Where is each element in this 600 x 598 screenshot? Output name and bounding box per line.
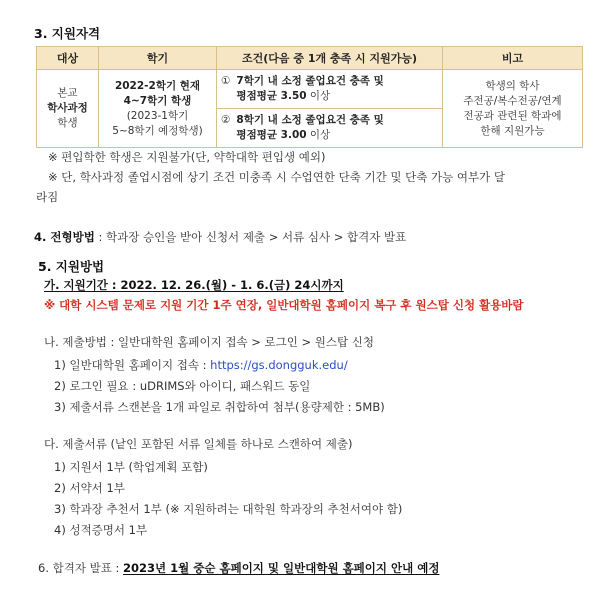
cell-remarks: 학생의 학사 주전공/복수전공/연계 전공과 관련된 학과에 한해 지원가능 bbox=[443, 70, 583, 148]
condition-number: ① bbox=[221, 75, 231, 87]
eligibility-table bbox=[36, 46, 583, 148]
submit-item-3: 3) 제출서류 스캔본을 1개 파일로 취합하여 첨부(용량제한 : 5MB) bbox=[54, 400, 385, 414]
document-item: 3) 학과장 추천서 1부 (※ 지원하려는 대학원 학과장의 추천서여야 함) bbox=[54, 502, 403, 516]
warning-notice: ※ 대학 시스템 문제로 지원 기간 1주 연장, 일반대학원 홈페이지 복구 후 원스탑 신청 활용바람 bbox=[44, 298, 524, 312]
cell-condition-2: ② 8학기 내 소정 졸업요건 충족 및 평점평균 3.00 이상 bbox=[217, 109, 443, 148]
document-item: 1) 지원서 1부 (학업계획 포함) bbox=[54, 460, 208, 474]
note-transfer: ※ 편입학한 학생은 지원불가(단, 약학대학 편입생 예외) bbox=[48, 150, 326, 164]
header-target: 대상 bbox=[37, 47, 99, 70]
section-3-title: 3. 지원자격 bbox=[34, 26, 101, 41]
section-6-value: 2023년 1월 중순 홈페이지 및 일반대학원 홈페이지 안내 예정 bbox=[123, 561, 440, 575]
section-6-label: 6. 합격자 발표 : bbox=[38, 561, 124, 575]
cell-condition-1: ① 7학기 내 소정 졸업요건 충족 및 평점평균 3.50 이상 bbox=[217, 70, 443, 109]
header-semester: 학기 bbox=[99, 47, 217, 70]
cell-target: 본교 학사과정 학생 bbox=[37, 70, 99, 148]
section-4-label: 4. 전형방법 bbox=[34, 230, 95, 244]
table-row bbox=[37, 70, 583, 109]
section-4-text: : 학과장 승인을 받아 신청서 제출 > 서류 심사 > 합격자 발표 bbox=[94, 230, 407, 244]
period-label: 가. 지원기간 : bbox=[44, 278, 121, 292]
table-header-row bbox=[37, 47, 583, 70]
period-value: 2022. 12. 26.(월) - 1. 6.(금) 24시까지 bbox=[120, 278, 344, 292]
document-item: 2) 서약서 1부 bbox=[54, 481, 125, 495]
submit-method: 나. 제출방법 : 일반대학원 홈페이지 접속 > 로그인 > 원스탑 신청 bbox=[44, 335, 374, 349]
submit-item-1: 1) 일반대학원 홈페이지 접속 : https://gs.dongguk.edu/ bbox=[54, 358, 348, 372]
document-item: 4) 성적증명서 1부 bbox=[54, 523, 148, 537]
section-6 bbox=[38, 560, 439, 576]
documents-title: 다. 제출서류 (낱인 포함된 서류 일체를 하나로 스캔하여 제출) bbox=[44, 437, 353, 451]
condition-number: ② bbox=[221, 114, 231, 126]
header-remarks: 비고 bbox=[443, 47, 583, 70]
homepage-link[interactable]: https://gs.dongguk.edu/ bbox=[210, 358, 348, 372]
application-period bbox=[44, 277, 344, 293]
note-condition-line1: ※ 단, 학사과정 졸업시점에 상기 조건 미충족 시 수업연한 단축 기간 및 단축 가능 여부가 달 bbox=[48, 170, 505, 184]
section-5-title: 5. 지원방법 bbox=[38, 259, 105, 274]
submit-item-2: 2) 로그인 필요 : uDRIMS와 아이디, 패스워드 동일 bbox=[54, 379, 311, 393]
note-condition-line2: 라짐 bbox=[36, 190, 59, 204]
cell-semester: 2022-2학기 현재 4~7학기 학생 (2023-1학기 5~8학기 예정학생) bbox=[99, 70, 217, 148]
header-condition: 조건(다음 중 1개 충족 시 지원가능) bbox=[217, 47, 443, 70]
section-4 bbox=[34, 229, 406, 245]
